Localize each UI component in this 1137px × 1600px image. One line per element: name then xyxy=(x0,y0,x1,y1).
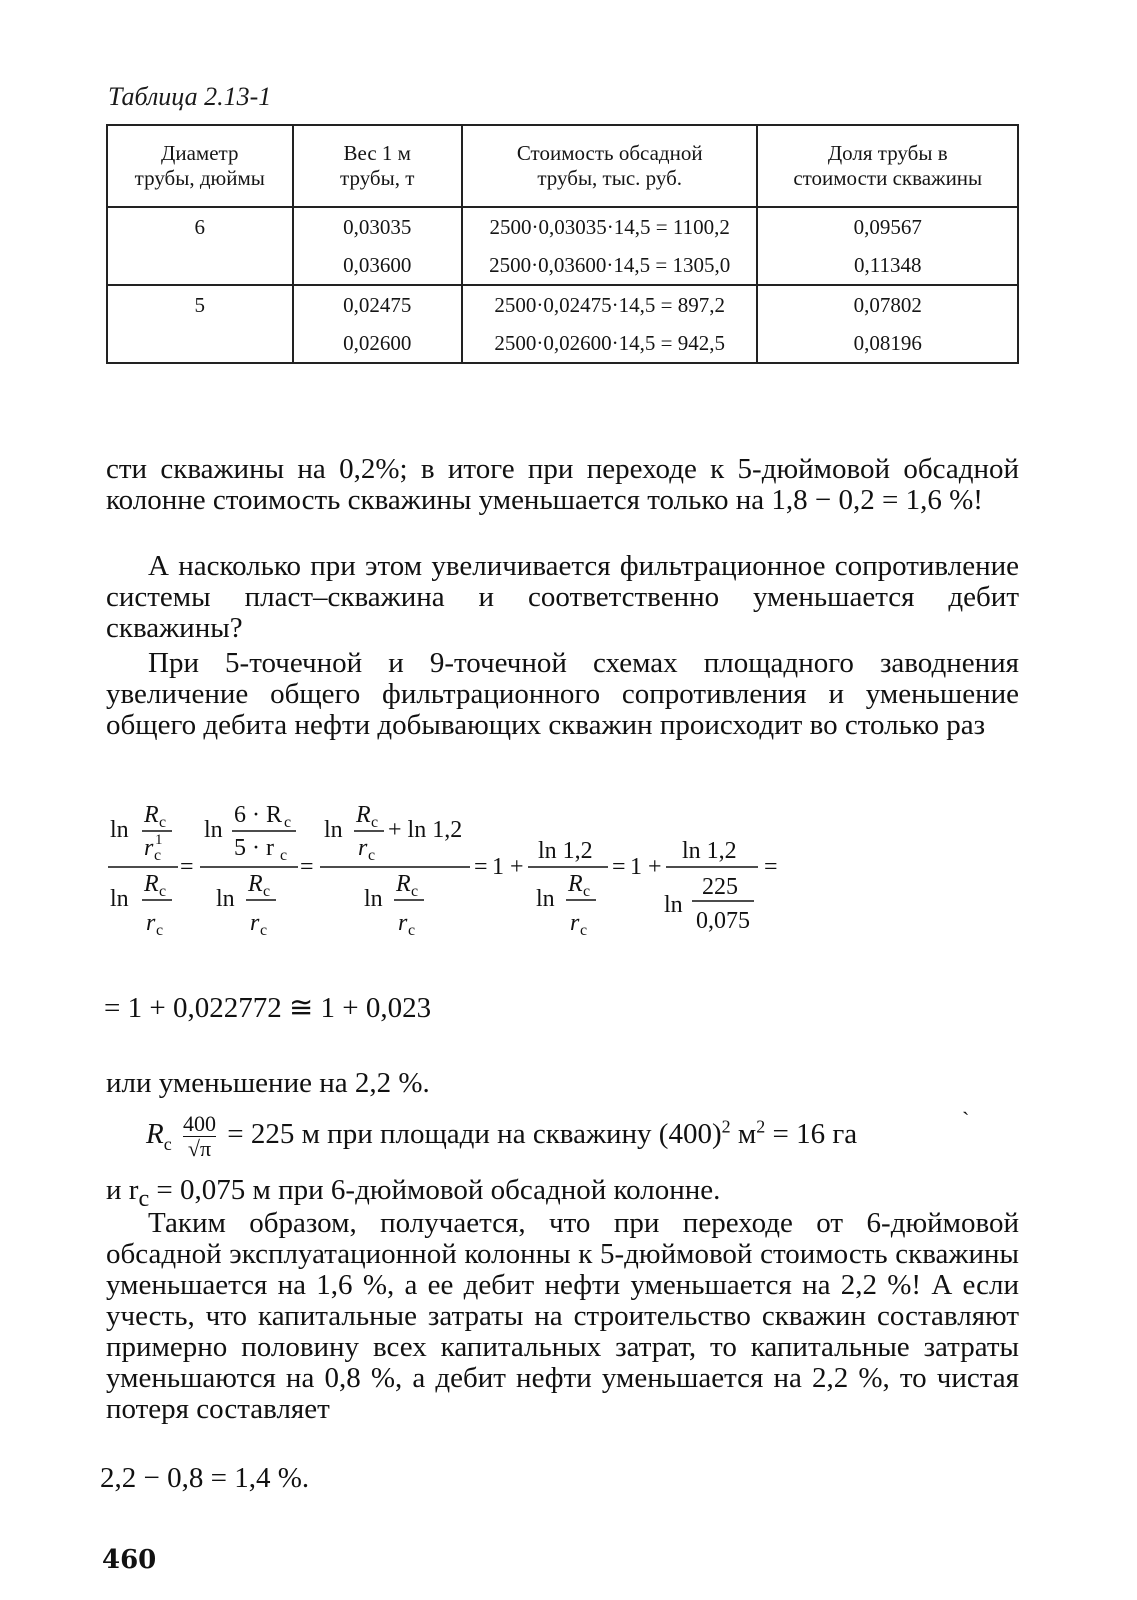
svg-text:r: r xyxy=(358,835,368,861)
svg-text:c: c xyxy=(260,922,268,939)
svg-text:c: c xyxy=(371,814,379,831)
header-weight: Вес 1 м трубы, т xyxy=(293,125,462,207)
svg-text:+ ln 1,2: + ln 1,2 xyxy=(388,817,463,843)
svg-text:r: r xyxy=(398,910,408,936)
paragraph-flooding-schemes: При 5-точечной и 9-точечной схемах площадного заводнения увеличение общего фильтрационного сопротивления и уменьшение общего дебита нефти добывающих скважин происходит во столько раз xyxy=(106,647,1019,741)
cell-diameter xyxy=(107,324,293,363)
svg-text:0,075: 0,075 xyxy=(696,908,750,934)
svg-text:ln: ln xyxy=(110,886,129,912)
svg-text:c: c xyxy=(411,883,419,900)
cell-weight: 0,03600 xyxy=(293,246,462,285)
svg-text:R: R xyxy=(568,871,583,897)
cell-share: 0,07802 xyxy=(757,285,1018,324)
cell-cost: 2500·0,03035·14,5 = 1100,2 xyxy=(462,207,758,246)
table-caption: Таблица 2.13-1 xyxy=(108,82,272,111)
svg-text:c: c xyxy=(284,814,292,831)
svg-text:R: R xyxy=(248,871,263,897)
svg-text:=: = xyxy=(180,854,194,880)
cell-share: 0,11348 xyxy=(757,246,1018,285)
casing-cost-table xyxy=(106,124,1019,364)
table-row xyxy=(107,285,1018,324)
cell-diameter: 5 xyxy=(107,285,293,324)
svg-text:6 · R: 6 · R xyxy=(234,802,282,828)
cell-share: 0,09567 xyxy=(757,207,1018,246)
table-row xyxy=(107,324,1018,363)
svg-text:R: R xyxy=(396,871,411,897)
svg-text:r: r xyxy=(250,910,260,936)
svg-text:R: R xyxy=(144,802,159,828)
svg-text:ln 1,2: ln 1,2 xyxy=(538,838,593,864)
svg-text:ln: ln xyxy=(536,886,555,912)
net-loss-equation: 2,2 − 0,8 = 1,4 %. xyxy=(100,1462,310,1494)
paragraph-conclusion: Таким образом, получается, что при переходе от 6-дюймовой обсадной эксплуатационной колонны к 5-дюймовой стоимость скважины уменьшается на 1,6 %, а ее дебит нефти уменьшается на 2,2 %! А если учесть, что капитальные затраты на строительство скважин составляют примерно половину всех капитальных затрат, то капитальные затраты уменьшаются на 0,8 %, а дебит нефти уменьшается на 2,2 %, то чистая потеря составляет xyxy=(106,1207,1019,1425)
svg-text:1 +: 1 + xyxy=(492,854,524,880)
svg-text:c: c xyxy=(154,847,162,864)
svg-text:c: c xyxy=(580,922,588,939)
cell-weight: 0,02600 xyxy=(293,324,462,363)
svg-text:=: = xyxy=(612,854,626,880)
table-row xyxy=(107,246,1018,285)
svg-text:ln: ln xyxy=(204,817,223,843)
svg-text:1: 1 xyxy=(155,832,163,848)
svg-text:ln: ln xyxy=(364,886,383,912)
svg-text:c: c xyxy=(408,922,416,939)
table-row xyxy=(107,207,1018,246)
cell-diameter xyxy=(107,246,293,285)
svg-text:225: 225 xyxy=(702,874,738,900)
svg-text:ln: ln xyxy=(324,817,343,843)
svg-text:c: c xyxy=(263,883,271,900)
svg-text:5 · r: 5 · r xyxy=(234,835,274,861)
cell-cost: 2500·0,02475·14,5 = 897,2 xyxy=(462,285,758,324)
svg-text:=: = xyxy=(300,854,314,880)
resistance-ratio-formula xyxy=(108,800,808,950)
paragraph-question: А насколько при этом увеличивается фильтрационное сопротивление системы пласт–скважина и соответственно уменьшается дебит скважины? xyxy=(106,550,1019,644)
formula-result: = 1 + 0,022772 ≅ 1 + 0,023 xyxy=(104,992,432,1024)
svg-text:ln: ln xyxy=(664,892,683,918)
svg-text:c: c xyxy=(583,883,591,900)
cell-weight: 0,03035 xyxy=(293,207,462,246)
svg-text:c: c xyxy=(368,847,376,864)
svg-text:R: R xyxy=(144,871,159,897)
svg-text:r: r xyxy=(144,835,154,861)
cell-diameter: 6 xyxy=(107,207,293,246)
table-header-row xyxy=(107,125,1018,207)
svg-text:r: r xyxy=(570,910,580,936)
paragraph-cost-reduction: сти скважины на 0,2%; в итоге при переходе к 5-дюймовой обсадной колонне стоимость скважины уменьшается только на 1,8 − 0,2 = 1,6 %! xyxy=(106,453,1019,516)
header-cost: Стоимость обсадной трубы, тыс. руб. xyxy=(462,125,758,207)
svg-text:ln 1,2: ln 1,2 xyxy=(682,838,737,864)
cell-share: 0,08196 xyxy=(757,324,1018,363)
svg-text:=: = xyxy=(474,854,488,880)
svg-text:r: r xyxy=(146,910,156,936)
header-share: Доля трубы в стоимости скважины xyxy=(757,125,1018,207)
svg-text:c: c xyxy=(159,883,167,900)
cell-cost: 2500·0,03600·14,5 = 1305,0 xyxy=(462,246,758,285)
paragraph-decrease: или уменьшение на 2,2 %. xyxy=(106,1067,430,1099)
svg-text:1 +: 1 + xyxy=(630,854,662,880)
stray-mark: ˎ xyxy=(962,1090,970,1115)
svg-text:c: c xyxy=(280,847,288,864)
cell-cost: 2500·0,02600·14,5 = 942,5 xyxy=(462,324,758,363)
svg-text:=: = xyxy=(764,854,778,880)
svg-text:R: R xyxy=(356,802,371,828)
paragraph-rc-value: и $r_c = 0,075$ м при 6-дюймовой обсадной колонне. xyxy=(106,1174,721,1212)
page-number: 460 xyxy=(102,1545,157,1575)
svg-text:c: c xyxy=(156,922,164,939)
rc-formula: $R_c$ $\frac{400}{√\pi}$ = 225 м при площади на скважину $(400)^2$ $м^2 = 16$ га xyxy=(146,1111,858,1161)
svg-text:ln: ln xyxy=(110,817,129,843)
svg-text:ln: ln xyxy=(216,886,235,912)
svg-text:c: c xyxy=(159,814,167,831)
cell-weight: 0,02475 xyxy=(293,285,462,324)
header-diameter: Диаметр трубы, дюймы xyxy=(107,125,293,207)
